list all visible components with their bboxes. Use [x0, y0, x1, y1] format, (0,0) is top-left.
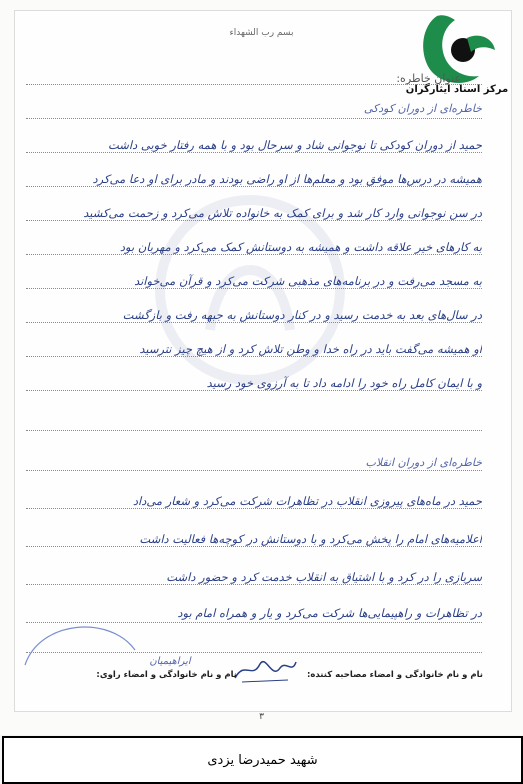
handwritten-line: سربازی را در کرد و با اشتیاق به انقلاب خدمت کرد و حضور داشت: [166, 570, 482, 584]
organization-logo: [407, 6, 517, 116]
ruled-line: [26, 508, 482, 509]
handwritten-line: به کارهای خیر علاقه داشت و همیشه به دوستانش کمک می‌کرد و مهربان بود: [119, 240, 482, 254]
ruled-line: [26, 220, 482, 221]
memoir-title-label: عنوان خاطره:: [396, 72, 461, 85]
handwritten-line: حمید از دوران کودکی تا نوجوانی شاد و سرحال بود و با همه رفتار خوبی داشت: [107, 138, 482, 152]
narrator-signature: ایراهیمیان: [149, 656, 191, 667]
handwritten-line: همیشه در درس‌ها موفق بود و معلم‌ها از او راضی بودند و مادر برای او دعا می‌کرد: [92, 172, 482, 186]
ruled-line: [26, 470, 482, 471]
ruled-line: [26, 254, 482, 255]
ruled-line: [26, 186, 482, 187]
ruled-line: [26, 118, 482, 119]
ruled-line: [26, 584, 482, 585]
stamp-arc: [20, 610, 140, 670]
ruled-line: [26, 288, 482, 289]
handwritten-line: و با ایمان کامل راه خود را ادامه داد تا به آرزوی خود رسید: [206, 376, 482, 390]
interviewer-signature-label: نام و نام خانوادگی و امضاء مصاحبه کننده:: [306, 670, 483, 680]
caption-box: [2, 736, 523, 784]
page-header: بسم رب الشهداء: [229, 28, 294, 38]
ruled-line: [26, 390, 482, 391]
handwritten-line: در سن نوجوانی وارد کار شد و برای کمک به خانواده تلاش می‌کرد و زحمت می‌کشید: [83, 206, 482, 220]
ruled-line: [26, 322, 482, 323]
ruled-line: [26, 152, 482, 153]
ruled-line: [26, 430, 482, 431]
narrator-signature-label: نام و نام خانوادگی و امضاء راوی:: [96, 670, 237, 680]
interviewer-signature: [230, 650, 300, 686]
handwritten-heading: خاطره‌ای از دوران کودکی: [363, 102, 482, 115]
ruled-line: [26, 546, 482, 547]
caption-text: شهید حمیدرضا یزدی: [207, 752, 318, 768]
ruled-line: [26, 84, 482, 85]
handwritten-line: در تظاهرات و راهپیمایی‌ها شرکت می‌کرد و یار و همراه امام بود: [177, 606, 482, 620]
handwritten-line: به مسجد می‌رفت و در برنامه‌های مذهبی شرکت می‌کرد و قرآن می‌خواند: [134, 274, 482, 288]
logo-caption: مرکز اسناد ایثارگران: [405, 84, 509, 95]
handwritten-line: در سال‌های بعد به خدمت رسید و در کنار دوستانش به جبهه رفت و بازگشت: [122, 308, 482, 322]
ruled-line: [26, 356, 482, 357]
page-number: ۳: [259, 712, 264, 722]
handwritten-heading: خاطره‌ای از دوران انقلاب: [365, 456, 482, 469]
handwritten-line: اعلامیه‌های امام را پخش می‌کرد و با دوستانش در کوچه‌ها فعالیت داشت: [139, 532, 482, 546]
handwritten-line: او همیشه می‌گفت باید در راه خدا و وطن تلاش کرد و از هیچ چیز نترسید: [139, 342, 482, 356]
handwritten-line: حمید در ماه‌های پیروزی انقلاب در تظاهرات شرکت می‌کرد و شعار می‌داد: [132, 494, 482, 508]
